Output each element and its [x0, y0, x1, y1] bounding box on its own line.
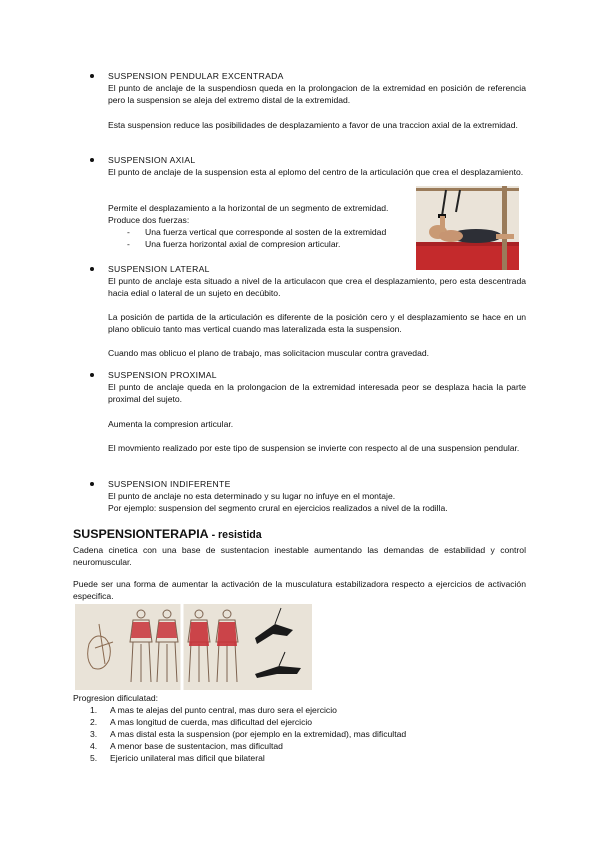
list-item: 5. Ejericio unilateral mas dificil que bilateral — [90, 753, 265, 763]
paragraph: Aumenta la compresion articular. — [108, 419, 234, 429]
list-item: 2. A mas longitud de cuerda, mas dificultad del ejercicio — [90, 717, 313, 727]
paragraph: Puede ser una forma de aumentar la activación de la musculatura estabilizadora respecto a ejercicios de activación especifica. — [73, 579, 526, 601]
bullet-icon — [90, 373, 94, 377]
paragraph: El punto de anclaje de la suspendiosn queda en la prolongacion de la extremidad en posición de referencia pero la suspension se aleja del extremo distal de la extremidad. — [108, 83, 526, 105]
paragraph: El punto de anclaje esta situado a nivel de la articulacon que crea el desplazamiento, pero esta descentrada hacia edial o lateral de un sujeto en decúbito. — [108, 276, 526, 298]
heading-lateral: SUSPENSION LATERAL — [108, 264, 210, 274]
list-item: - Una fuerza horizontal axial de compresion articular. — [127, 239, 341, 249]
heading-axial: SUSPENSION AXIAL — [108, 155, 196, 165]
paragraph: El punto de anclaje no esta determinado y su lugar no infuye en el montaje. — [108, 491, 396, 501]
list-item: 3. A mas distal esta la suspension (por ejemplo en la extremidad), mas dificultad — [90, 729, 407, 739]
anatomy-illustration — [75, 604, 312, 690]
heading-proximal: SUSPENSION PROXIMAL — [108, 370, 217, 380]
bullet-icon — [90, 267, 94, 271]
paragraph: El punto de anclaje de la suspension esta al eplomo del centro de la articulación que crea el desplazamiento. — [108, 167, 524, 177]
bullet-icon — [90, 482, 94, 486]
paragraph: Cuando mas oblicuo el plano de trabajo, mas solicitacion muscular contra gravedad. — [108, 348, 430, 358]
progresion-label: Progresion dificulatad: — [73, 693, 159, 703]
section-title: SUSPENSIONTERAPIA - resistida — [73, 527, 262, 541]
paragraph: El movmiento realizado por este tipo de suspension se invierte con respecto al de una suspension pendular. — [108, 443, 520, 453]
paragraph: Produce dos fuerzas: — [108, 215, 190, 225]
suspension-photo — [416, 186, 519, 270]
bullet-icon — [90, 74, 94, 78]
list-item: 4. A menor base de sustentacion, mas dificultad — [90, 741, 283, 751]
paragraph: Esta suspension reduce las posibilidades de desplazamiento a favor de una traccion axial de la extremidad. — [108, 120, 518, 130]
bullet-icon — [90, 158, 94, 162]
paragraph: El punto de anclaje queda en la prolongacion de la extremidad interesada peor se desplaza hacia la parte proximal del sujeto. — [108, 382, 526, 404]
paragraph: Por ejemplo: suspension del segmento crural en ejercicios realizados a nivel de la rodilla. — [108, 503, 448, 513]
paragraph: Permite el desplazamiento a la horizontal de un segmento de extremidad. — [108, 203, 389, 213]
paragraph: La posición de partida de la articulación es diferente de la posición cero y el desplazamiento se hace en un plano oblicuio tanto mas vertical cuando mas lateralizada esta la suspension. — [108, 312, 526, 334]
list-item: - Una fuerza vertical que corresponde al sosten de la extremidad — [127, 227, 387, 237]
heading-indiferente: SUSPENSION INDIFERENTE — [108, 479, 231, 489]
list-item: 1. A mas te alejas del punto central, mas duro sera el ejercicio — [90, 705, 337, 715]
paragraph: Cadena cinetica con una base de sustentacion inestable aumentando las demandas de estabilidad y control neuromuscular. — [73, 545, 526, 567]
heading-pendular: SUSPENSION PENDULAR EXCENTRADA — [108, 71, 284, 81]
